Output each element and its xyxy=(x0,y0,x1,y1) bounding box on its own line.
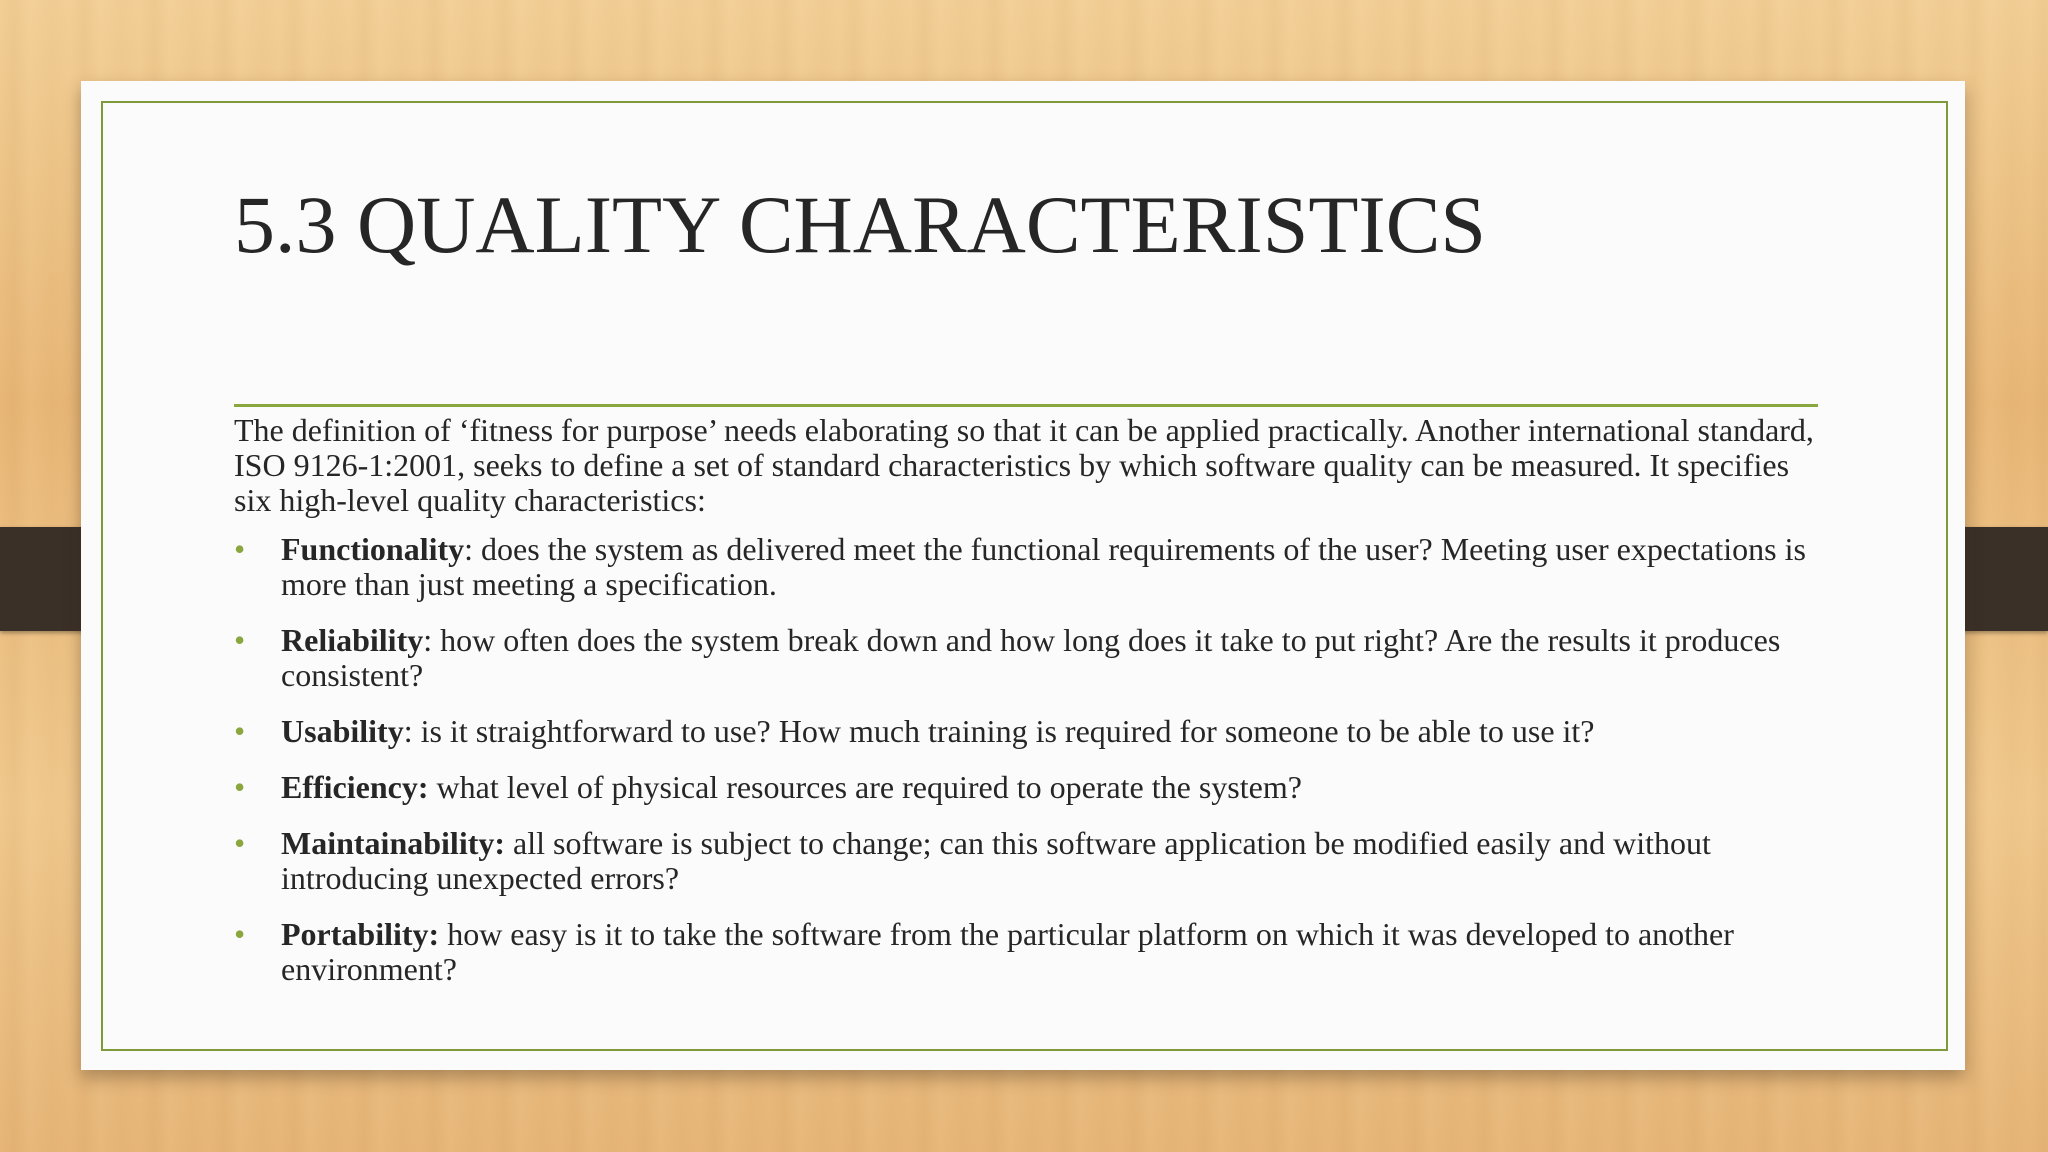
term-description: : does the system as delivered meet the functional requirements of the user? Meeting user expectations is more than just meeting a specification. xyxy=(281,531,1806,602)
list-item-functionality xyxy=(234,532,1834,602)
term-label: Reliability xyxy=(281,622,424,658)
bullet-icon: • xyxy=(234,622,246,658)
term-description: all software is subject to change; can this software application be modified easily and without introducing unexpected errors? xyxy=(281,825,1711,896)
term-description: what level of physical resources are required to operate the system? xyxy=(428,769,1302,805)
bullet-icon: • xyxy=(234,825,246,861)
slide-body xyxy=(234,413,1834,1008)
bullet-icon: • xyxy=(234,713,246,749)
list-item-reliability xyxy=(234,623,1834,693)
term-description: : how often does the system break down and how long does it take to put right? Are the results it produces consistent? xyxy=(281,622,1781,693)
term-label: Usability xyxy=(281,713,404,749)
bullet-icon: • xyxy=(234,531,246,567)
slide-title: 5.3 QUALITY CHARACTERISTICS xyxy=(234,179,1487,270)
list-item-portability xyxy=(234,917,1834,987)
list-item-usability xyxy=(234,714,1834,749)
term-label: Portability: xyxy=(281,916,440,952)
bullet-icon: • xyxy=(234,916,246,952)
title-divider xyxy=(234,404,1818,407)
slide-card xyxy=(81,81,1965,1070)
list-item-efficiency xyxy=(234,770,1834,805)
characteristics-list xyxy=(234,532,1834,987)
bullet-icon: • xyxy=(234,769,246,805)
term-description: : is it straightforward to use? How much training is required for someone to be able to use it? xyxy=(403,713,1595,749)
term-label: Maintainability: xyxy=(281,825,506,861)
term-description: how easy is it to take the software from the particular platform on which it was developed to another environment? xyxy=(281,916,1734,987)
term-label: Efficiency: xyxy=(281,769,429,805)
intro-paragraph: The definition of ‘fitness for purpose’ needs elaborating so that it can be applied practically. Another international standard, ISO 9126-1:2001, seeks to define a set of standard characteristics by which software quality can be measured. It specifies six high-level quality characteristics: xyxy=(234,412,1814,518)
list-item-maintainability xyxy=(234,826,1834,896)
term-label: Functionality xyxy=(281,531,465,567)
